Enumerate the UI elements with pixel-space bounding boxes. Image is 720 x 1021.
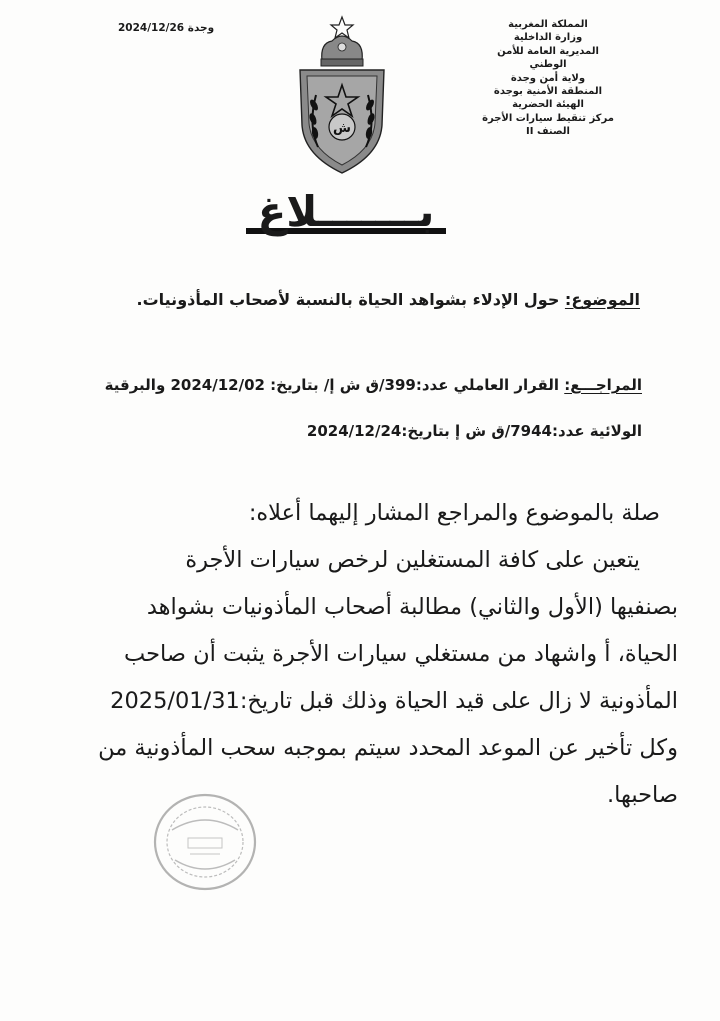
- document-title: [246, 188, 446, 244]
- institution-line: المديرية العامة للأمن: [497, 45, 599, 57]
- references-text-2: الولائية عدد:7944/ق ش إ بتاريخ:2024/12/24: [306, 422, 642, 440]
- body-line: الحياة، أ واشهاد من مستغلي سيارات الأجرة يثبت أن صاحب: [124, 641, 678, 667]
- police-emblem-icon: [294, 15, 390, 175]
- institution-line: المنطقة الأمنية بوجدة: [493, 86, 603, 98]
- official-stamp-icon: [150, 790, 260, 895]
- references-text-1: القرار العاملي عدد:399/ق ش إ/ بتاريخ: 2024/12/02 والبرقية: [104, 376, 565, 394]
- institution-line: وزارة الداخلية: [513, 32, 583, 44]
- subject-text: حول الإدلاء بشواهد الحياة بالنسبة لأصحاب المأذونيات.: [136, 290, 565, 309]
- references-label: المراجـــع:: [564, 376, 642, 394]
- references-line: [42, 362, 642, 408]
- body-line: المأذونية لا زال على قيد الحياة وذلك قبل تاريخ:2025/01/31: [110, 688, 678, 714]
- emblem-letters: ش: [333, 121, 351, 136]
- body-line: صلة بالموضوع والمراجع المشار إليهما أعلاه:: [248, 500, 660, 526]
- announcement-body: [38, 490, 678, 819]
- body-line: صاحبها.: [606, 782, 678, 808]
- institution-line: الوطني: [529, 59, 567, 71]
- references-block: [42, 362, 642, 454]
- institution-line: مركز تنقيط سيارات الأجرة: [482, 112, 614, 124]
- document-date: وجدة 2024/12/26: [118, 22, 215, 34]
- institution-line: الهيئة الحضرية: [512, 99, 584, 111]
- institution-line: الصنف II: [526, 126, 570, 138]
- subject-line: [60, 290, 640, 309]
- body-line: يتعين على كافة المستغلين لرخص سيارات الأجرة: [185, 547, 640, 573]
- subject-label: الموضوع:: [564, 290, 640, 309]
- institution-line: ولاية أمن وجدة: [510, 72, 586, 84]
- body-line: بصنفيها (الأول والثاني) مطالبة أصحاب المأذونيات بشواهد: [146, 594, 678, 620]
- title-text: بـــــــلاغ: [257, 187, 435, 236]
- body-line: وكل تأخير عن الموعد المحدد سيتم بموجبه سحب المأذونية من: [98, 735, 678, 761]
- institution-header: [448, 18, 648, 139]
- institution-line: المملكة المغربية: [508, 19, 588, 30]
